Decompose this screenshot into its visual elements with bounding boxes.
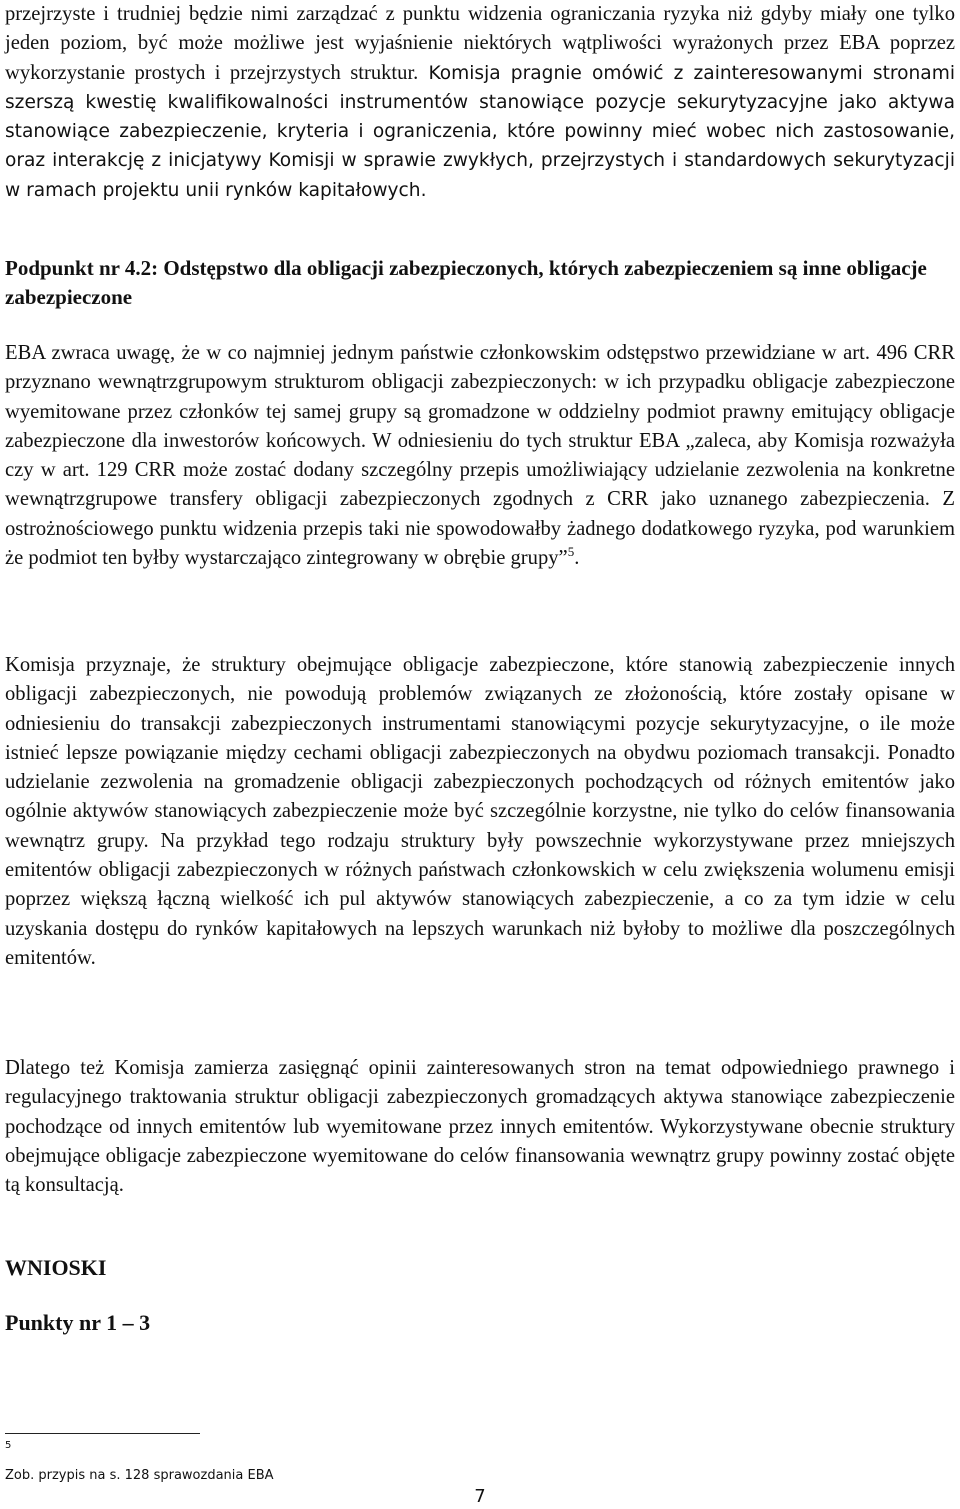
points-heading: Punkty nr 1 – 3 (5, 1310, 151, 1335)
page-number: 7 (474, 1486, 486, 1507)
paragraph-1 (5, 0, 955, 205)
subpoint-heading: Podpunkt nr 4.2: Odstępstwo dla obligacji zabezpieczonych, których zabezpieczeniem są inne obligacje zabezpieczone (5, 256, 927, 310)
footnote-reference[interactable]: 5 (567, 544, 575, 560)
footnote-number: 5 (5, 1440, 12, 1451)
section-heading-wnioski: WNIOSKI (5, 1255, 107, 1280)
footnote-text: Zob. przypis na s. 128 sprawozdania EBA (5, 1468, 274, 1483)
paragraph-3: Komisja przyznaje, że struktury obejmujące obligacje zabezpieczone, które stanowią zabezpieczenie innych obligacji zabezpieczonych, nie powodują problemów związanych ze złożonością, które zostały opisane w odniesieniu do transakcji zabezpieczonych instrumentami stanowiącymi pozycje sekurytyzacyjne, o ile może istnieć lepsze powiązanie między cechami obligacji zabezpieczonych na obydwu poziomach transakcji. Ponadto udzielanie zezwolenia na gromadzenie obligacji zabezpieczonych pochodzących od różnych emitentów jako ogólnie aktywów stanowiących zabezpieczenie może być szczególnie korzystne, nie tylko do celów finansowania wewnątrz grupy. Na przykład tego rodzaju struktury były powszechnie wykorzystywane przez mniejszych emitentów obligacji zabezpieczonych w różnych państwach członkowskich w celu zwiększenia wolumenu emisji poprzez większą łączną wielkość ich pul aktywów stanowiących zabezpieczenie, a co za tym idzie w celu uzyskania dostępu do rynków kapitałowych na lepszych warunkach niż byłoby to możliwe dla poszczególnych emitentów. (5, 654, 955, 969)
paragraph-1-serif-text: przejrzyste i trudniej będzie nimi zarządzać z punktu widzenia ograniczania ryzyka niż gdyby miały one tylko jeden poziom, być może możliwe jest wyjaśnienie niektórych wątpliwości wyrażonych przez EBA poprzez wykorzystanie prostych i przejrzystych struktur. (5, 3, 955, 84)
footnote (5, 1437, 274, 1484)
paragraph-4: Dlatego też Komisja zamierza zasięgnąć opinii zainteresowanych stron na temat odpowiedniego prawnego i regulacyjnego traktowania struktur obligacji zabezpieczonych gromadzących aktywa stanowiące zabezpieczenie pochodzące od innych emitentów lub wyemitowane przez innych emitentów. Wykorzystywane obecnie struktury obejmujące obligacje zabezpieczone wyemitowane do celów finansowania wewnątrz grupy powinny zostać objęte tą konsultacją. (5, 1057, 955, 1197)
footnote-separator (5, 1433, 200, 1434)
document-page (5, 0, 955, 1509)
paragraph-1-sans-text: Komisja pragnie omówić z zainteresowanymi stronami szerszą kwestię kwalifikowalności instrumentów stanowiące pozycje sekurytyzacyjne jako aktywa stanowiące zabezpieczenie, kryteria i ograniczenia, które powinny mieć wobec nich zastosowanie, oraz interakcję z inicjatywy Komisji w sprawie zwykłych, przejrzystych i standardowych sekurytyzacji w ramach projektu unii rynków kapitałowych. (5, 62, 955, 201)
paragraph-2-text: EBA zwraca uwagę, że w co najmniej jednym państwie członkowskim odstępstwo przewidziane w art. 496 CRR przyznano wewnątrzgrupowym strukturom obligacji zabezpieczonych: w ich przypadku obligacje zabezpieczone wyemitowane przez członków tej samej grupy są gromadzone w oddzielny podmiot prawny emitujący obligacje zabezpieczone dla inwestorów końcowych. W odniesieniu do tych struktur EBA „zaleca, aby Komisja rozważyła czy w art. 129 CRR może zostać dodany szczególny przepis umożliwiający udzielanie zezwolenia na konkretne wewnątrzgrupowe transfery obligacji zabezpieczonych zgodnych z CRR jako uznanego zabezpieczenia. Z ostrożnościowego punktu widzenia przepis taki nie spowodowałby żadnego dodatkowego ryzyka, pod warunkiem że podmiot ten byłby wystarczająco zintegrowany w obrębie grupy” (5, 342, 955, 570)
paragraph-2-tail: . (574, 547, 580, 570)
paragraph-2 (5, 339, 955, 573)
